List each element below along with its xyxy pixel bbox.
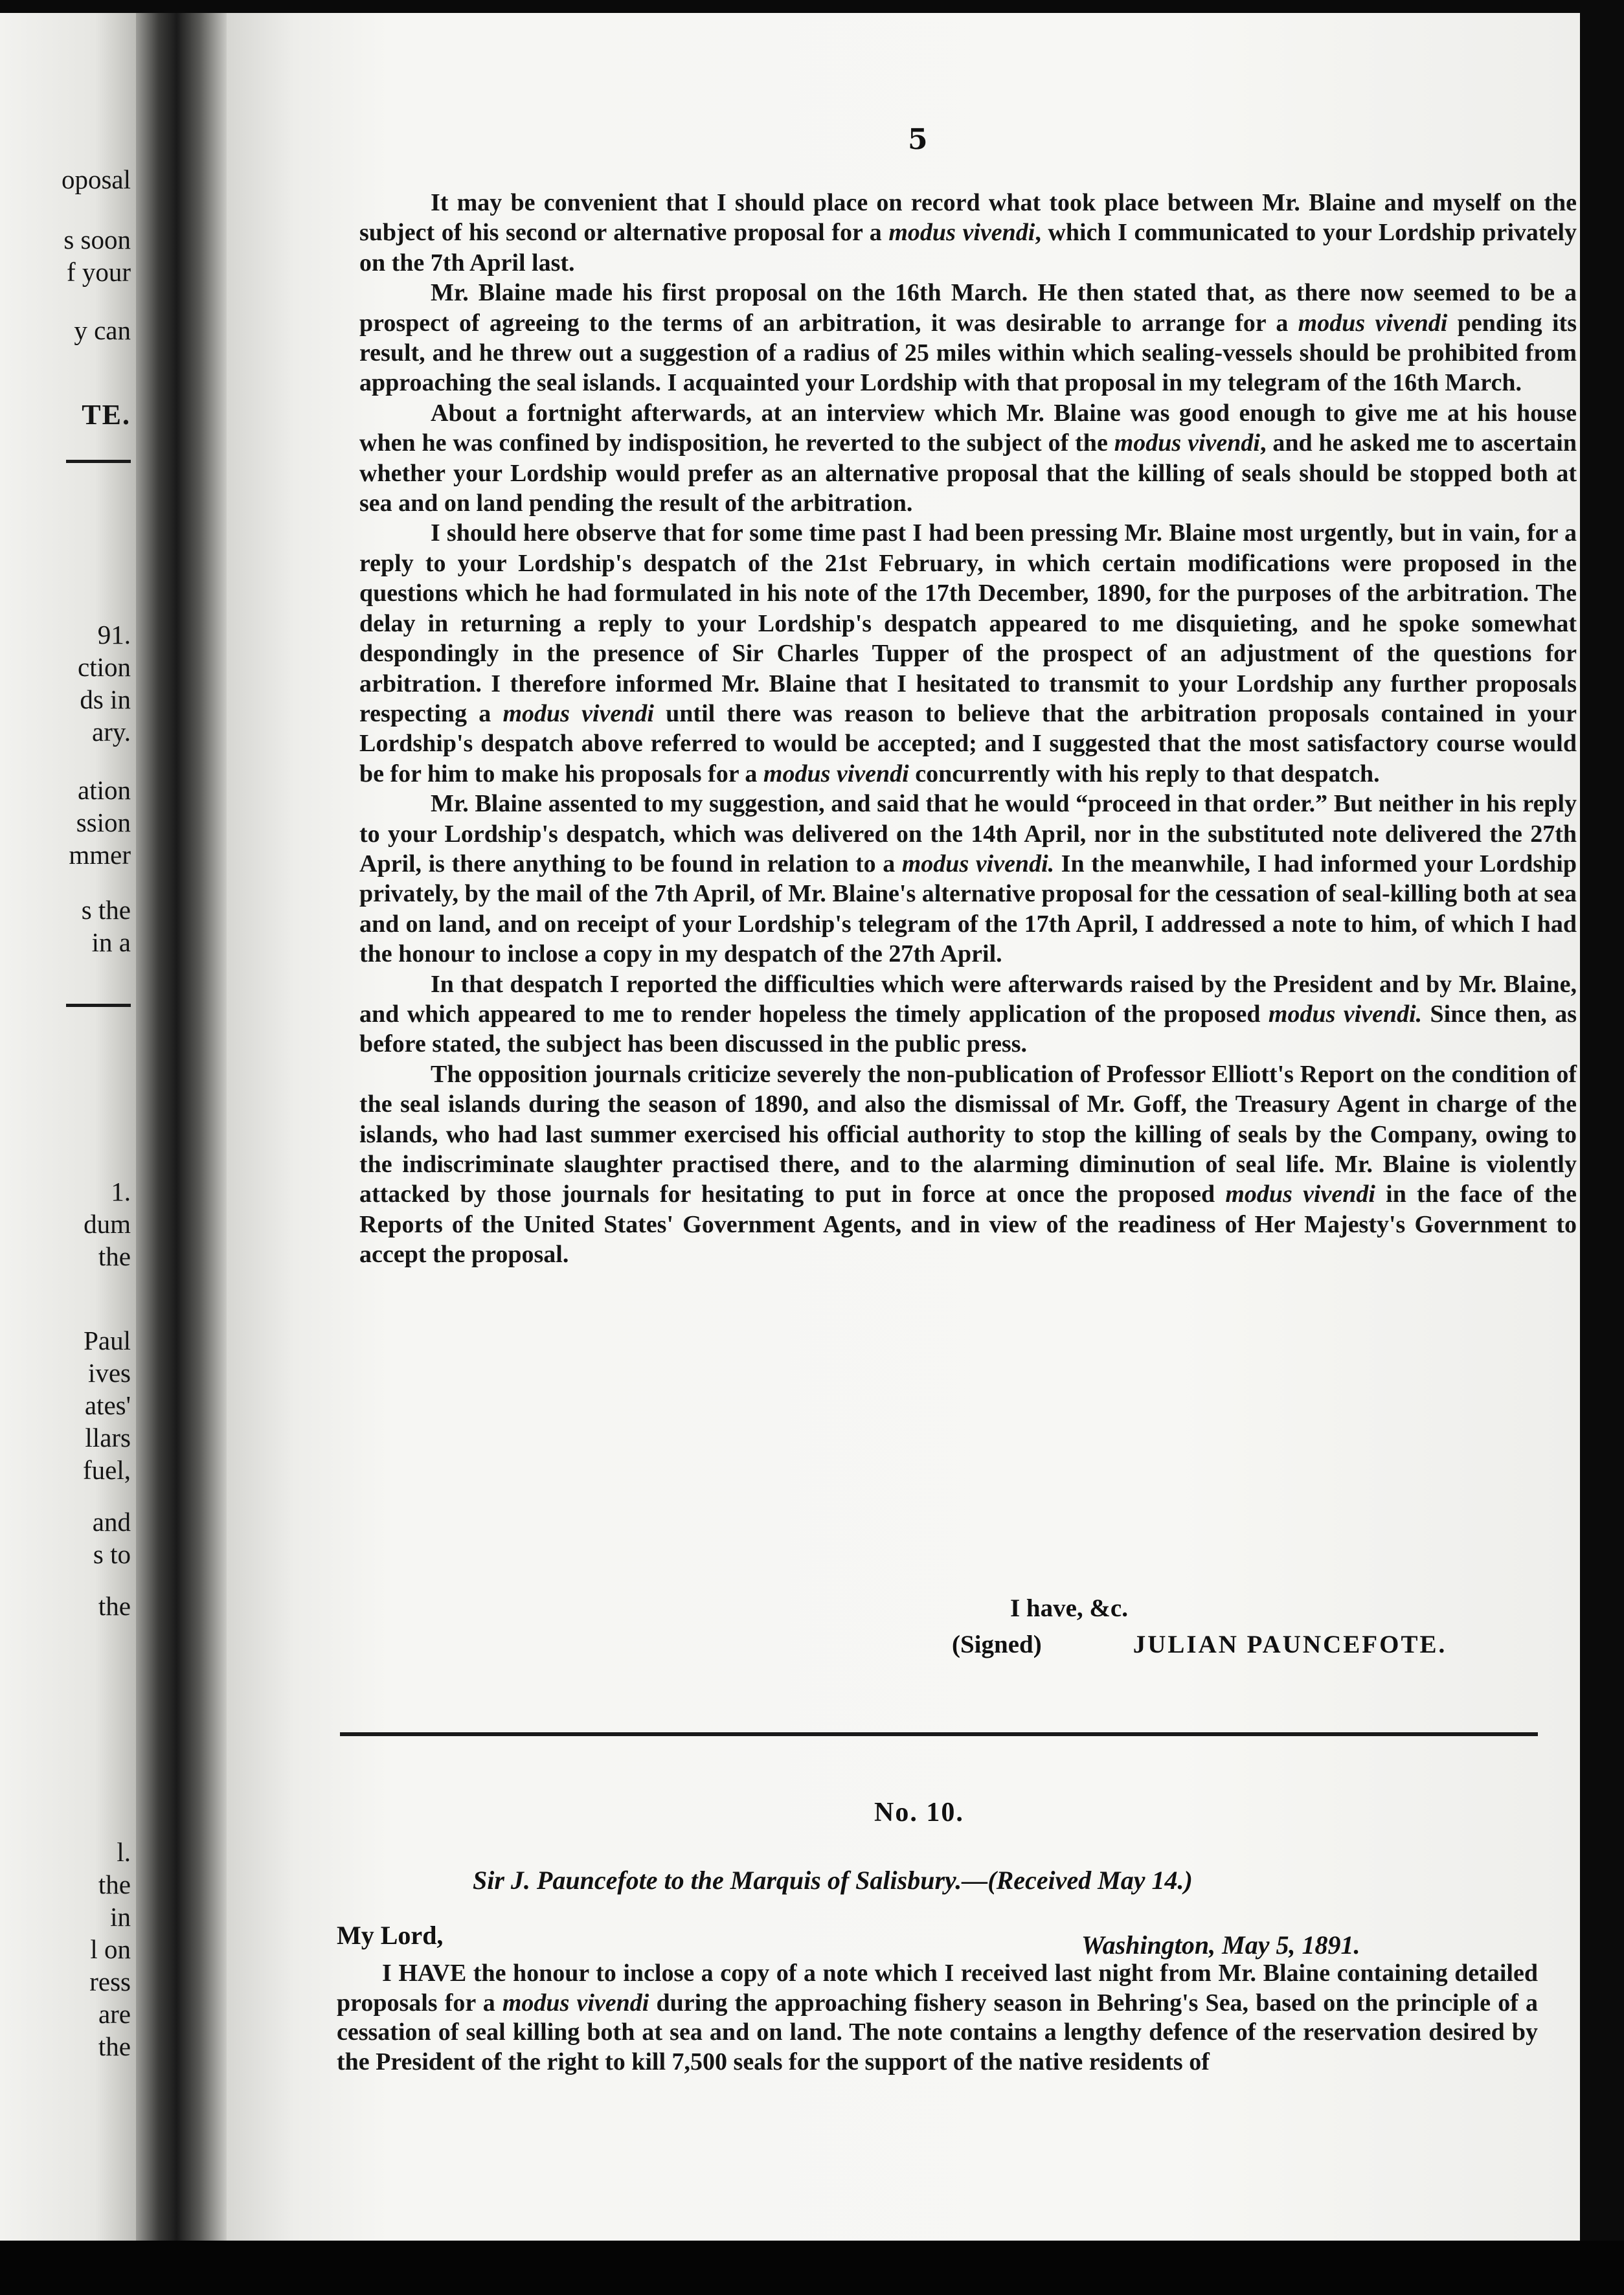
paragraph [359, 518, 1577, 789]
signature-line [952, 1629, 1535, 1660]
text-run: during the approaching fishery season in Behring's Sea, based on the principle of a cessation of seal killing both at sea and on land. The note contains a lengthy defence of the reservation desired by the President of the right to kill 7,500 seals for the support of the native residents of [337, 1989, 1538, 2075]
previous-page-rule [66, 1004, 131, 1007]
text-run: until there was reason to believe that the arbitration proposals contained in your Lordship's despatch above referred to would be accepted; and I suggested that the most satisfactory course would be for him to make his proposals for a [359, 699, 1577, 787]
signatory-name: JULIAN PAUNCEFOTE. [1133, 1631, 1447, 1658]
previous-page-text-fragment: ives [87, 1358, 131, 1388]
document-heading: Sir J. Pauncefote to the Marquis of Salisbury.—(Received May 14.) [473, 1866, 1193, 1895]
paragraph [359, 398, 1577, 519]
book-gutter [136, 13, 227, 2241]
paragraph [359, 789, 1577, 969]
paragraph [359, 1059, 1577, 1270]
previous-page-text-fragment: s to [93, 1539, 131, 1569]
paragraph [359, 188, 1577, 278]
scan-border-right [1580, 0, 1624, 2295]
text-run: in the face of the Reports of the United States' Government Agents, and in view of the readiness of Her Majesty's Government to accept the proposal. [359, 1181, 1577, 1269]
document-page [227, 13, 1580, 2241]
letter-closing [952, 1593, 1535, 1660]
previous-page-text-fragment: fuel, [83, 1455, 131, 1485]
paragraph [359, 278, 1577, 398]
signed-label: (Signed) [952, 1631, 1042, 1658]
previous-page-text-fragment: ation [78, 775, 131, 805]
text-run: pending its result, and he threw out a suggestion of a radius of 25 miles within which sealing-vessels should be prohibited from approaching the seal islands. I acquainted your Lordship with that proposal in my telegram of the 16th March. [359, 309, 1577, 397]
previous-page-text-fragment: ds in [80, 684, 131, 714]
letter-body [359, 188, 1577, 1270]
previous-page-text-fragment: Paul [84, 1326, 131, 1355]
text-run: Since then, as before stated, the subject has been discussed in the public press. [359, 1000, 1577, 1058]
previous-page-text-fragment: f your [66, 257, 131, 287]
document-number: No. 10. [874, 1798, 964, 1827]
previous-page-text-fragment: y can [74, 315, 131, 345]
section-divider [340, 1732, 1538, 1736]
previous-page-text-fragment: ress [89, 1967, 131, 1996]
text-run: In the meanwhile, I had informed your Lordship privately, by the mail of the 7th April, of Mr. Blaine's alternative proposal for the cessation of seal-killing both at sea and on land, and on receipt of your Lordship's telegram of the 17th April, I addressed a note to him, of which I had the honour to inclose a copy in my despatch of the 27th April. [359, 850, 1577, 968]
text-run: About a fortnight afterwards, at an interview which Mr. Blaine was good enough to give me at his house when he was confined by indisposition, he reverted to the subject of the [359, 399, 1577, 457]
previous-page-text-fragment: the [98, 1870, 131, 1899]
text-run: In that despatch I reported the difficulties which were afterwards raised by the President and by Mr. Blaine, and which appeared to me to render hopeless the timely application of the proposed [359, 970, 1577, 1028]
previous-page-text-fragment: llars [85, 1423, 131, 1453]
previous-page-text-fragment: and [92, 1507, 131, 1537]
italic-phrase: modus vivendi. [901, 850, 1055, 877]
paragraph [337, 1959, 1538, 2077]
previous-page-text-fragment: in a [91, 927, 131, 957]
closing-line: I have, &c. [1010, 1594, 1128, 1622]
previous-page-text-fragment: l. [117, 1837, 131, 1867]
previous-page-sliver [0, 13, 136, 2241]
previous-page-text-fragment: ary. [92, 717, 131, 747]
text-run: The opposition journals criticize severely the non-publication of Professor Elliott's Report on the condition of the seal islands during the season of 1890, and also the dismissal of Mr. Goff, the Treasury Agent in charge of the islands, who had last summer exercised his official authority to stop the killing of seals by the Company, owing to the indiscriminate slaughter practised there, and to the alarming diminution of seal life. Mr. Blaine is violently attacked by those journals for hesitating to put in force at once the proposed [359, 1060, 1577, 1208]
italic-phrase: modus vivendi [1298, 309, 1448, 337]
italic-phrase: modus vivendi [1114, 429, 1260, 457]
salutation: My Lord, [337, 1921, 444, 1950]
dateline: Washington, May 5, 1891. [1081, 1930, 1360, 1960]
previous-page-text-fragment: 91. [97, 620, 131, 650]
previous-page-text-fragment: mmer [69, 840, 131, 870]
italic-phrase: modus vivendi [502, 699, 654, 727]
previous-page-rule [66, 460, 131, 463]
previous-page-text-fragment: the [98, 2031, 131, 2061]
paragraph [359, 969, 1577, 1059]
previous-page-text-fragment: ssion [76, 808, 131, 837]
text-run: It may be convenient that I should place on record what took place between Mr. Blaine and myself on the subject of his second or alternative proposal for a [359, 189, 1577, 247]
text-run: concurrently with his reply to that despatch. [908, 760, 1380, 787]
previous-page-text-fragment: 1. [111, 1177, 131, 1206]
previous-page-text-fragment: ates' [84, 1390, 131, 1420]
previous-page-text-fragment: TE. [82, 399, 131, 431]
previous-page-text-fragment: the [98, 1241, 131, 1271]
italic-phrase: modus vivendi [1225, 1181, 1375, 1208]
previous-page-text-fragment: dum [84, 1209, 131, 1239]
italic-phrase: modus vivendi [763, 760, 909, 787]
previous-page-text-fragment: the [98, 1591, 131, 1621]
italic-phrase: modus vivendi. [1268, 1000, 1423, 1028]
scan-border-top [0, 0, 1624, 13]
previous-page-text-fragment: in [110, 1902, 131, 1932]
text-run: I HAVE the honour to inclose a copy of a note which I received last night from Mr. Blaine containing detailed proposals for a [337, 1960, 1538, 2017]
italic-phrase: modus vivendi [502, 1989, 649, 2017]
next-letter-body [337, 1959, 1538, 2077]
previous-page-text-fragment: ction [78, 652, 131, 682]
previous-page-text-fragment: s the [81, 895, 131, 925]
previous-page-text-fragment: l on [90, 1934, 131, 1964]
text-run: Mr. Blaine made his first proposal on the 16th March. He then stated that, as there now seemed to be a prospect of agreeing to the terms of an arbitration, it was desirable to arrange for a [359, 279, 1577, 337]
page-number: 5 [908, 123, 928, 156]
scan-border-bottom [0, 2241, 1624, 2295]
text-run: , which I communicated to your Lordship privately on the 7th April last. [359, 219, 1577, 277]
previous-page-text-fragment: s soon [63, 225, 131, 254]
italic-phrase: modus vivendi [888, 219, 1035, 247]
previous-page-text-fragment: are [98, 1999, 131, 2029]
text-run: Mr. Blaine assented to my suggestion, and said that he would “proceed in that order.” But neither in his reply to your Lordship's despatch, which was delivered on the 14th April, nor in the substituted note delivered the 27th April, is there anything to be found in relation to a [359, 790, 1577, 877]
previous-page-text-fragment: oposal [61, 164, 131, 194]
text-run: I should here observe that for some time past I had been pressing Mr. Blaine most urgently, but in vain, for a reply to your Lordship's despatch of the 21st February, in which certain modifications were proposed in the questions which he had formulated in his note of the 17th December, 1890, for the purposes of the arbitration. The delay in returning a reply to your Lordship's despatch appeared to me disquieting, and he spoke somewhat despondingly in the presence of Sir Charles Tupper of the prospect of an adjustment of the questions for arbitration. I therefore informed Mr. Blaine that I hesitated to transmit to your Lordship any further proposals respecting a [359, 519, 1577, 727]
text-run: , and he asked me to ascertain whether your Lordship would prefer as an alternative proposal that the killing of seals should be stopped both at sea and on land pending the result of the arbitration. [359, 429, 1577, 517]
